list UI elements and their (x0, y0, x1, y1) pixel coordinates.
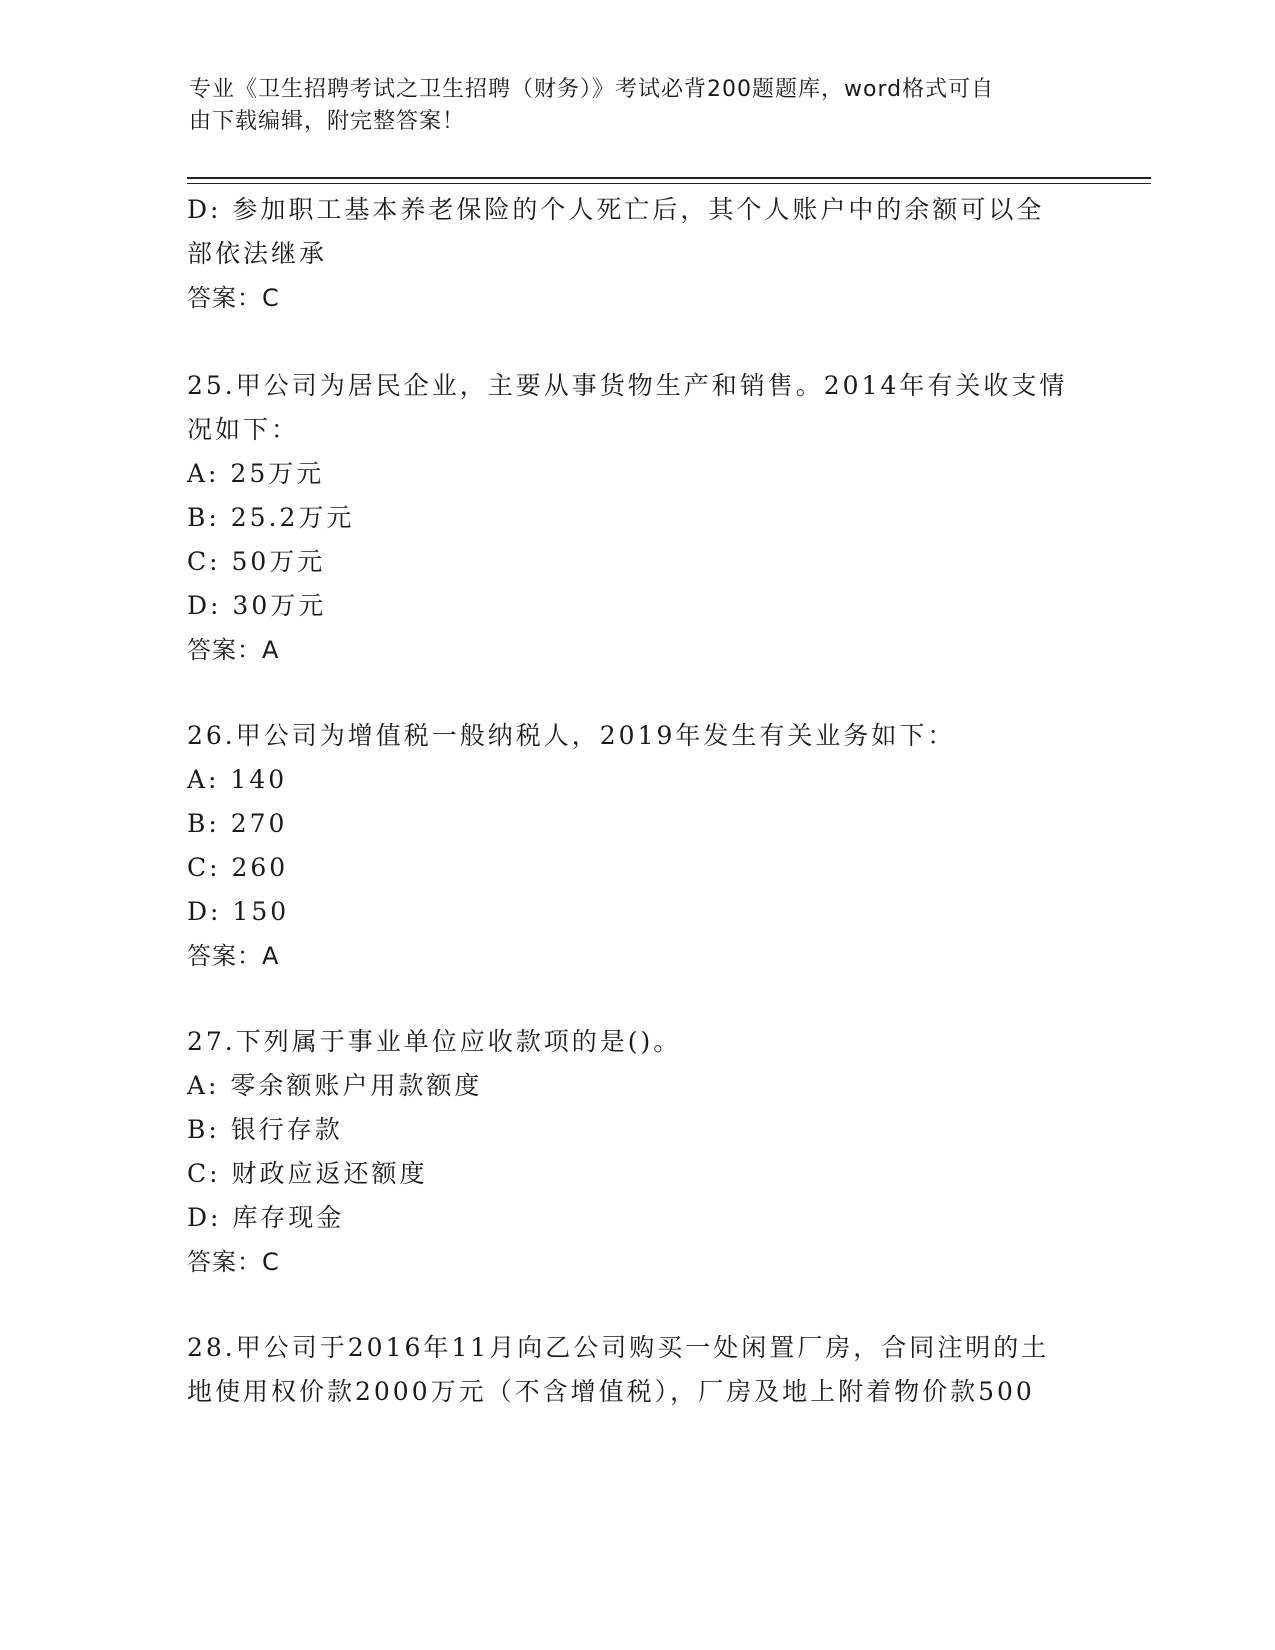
q25-stem-line-2: 况如下： (187, 415, 300, 444)
q27-stem: 27.下列属于事业单位应收款项的是()。 (187, 1027, 682, 1056)
q27-option-c: C: 财政应返还额度 (187, 1159, 428, 1188)
q25-stem-line-1: 25.甲公司为居民企业，主要从事货物生产和销售。2014年有关收支情 (187, 371, 1068, 400)
q26-option-b: B: 270 (187, 809, 288, 838)
q25-answer: 答案：A (187, 636, 280, 664)
q28-stem-line-1: 28.甲公司于2016年11月向乙公司购买一处闲置厂房，合同注明的土 (187, 1333, 1050, 1362)
document-header (189, 74, 1069, 138)
q28-stem-line-2: 地使用权价款2000万元（不含增值税），厂房及地上附着物价款500 (187, 1377, 1035, 1406)
header-line-2: 由下载编辑，附完整答案！ (189, 109, 466, 134)
q24-option-d-line-2: 部依法继承 (187, 239, 328, 268)
header-divider-thin (187, 183, 1151, 184)
header-divider-thick (187, 177, 1151, 179)
header-line-1: 专业《卫生招聘考试之卫生招聘（财务）》考试必背200题题库，word格式可自 (189, 77, 995, 102)
q27-option-a: A: 零余额账户用款额度 (187, 1071, 483, 1100)
q24-answer: 答案：C (187, 284, 280, 312)
q25-option-d: D: 30万元 (187, 591, 327, 620)
q27-option-d: D: 库存现金 (187, 1203, 345, 1232)
q24-option-d-line-1: D: 参加职工基本养老保险的个人死亡后，其个人账户中的余额可以全 (187, 195, 1045, 224)
q26-option-c: C: 260 (187, 853, 289, 882)
q25-option-a: A: 25万元 (187, 459, 325, 488)
q26-option-d: D: 150 (187, 897, 290, 926)
q26-option-a: A: 140 (187, 765, 288, 794)
q27-option-b: B: 银行存款 (187, 1115, 343, 1144)
q26-stem: 26.甲公司为增值税一般纳税人，2019年发生有关业务如下： (187, 721, 956, 750)
q25-option-c: C: 50万元 (187, 547, 326, 576)
q25-option-b: B: 25.2万元 (187, 503, 355, 532)
q26-answer: 答案：A (187, 942, 280, 970)
q27-answer: 答案：C (187, 1248, 280, 1276)
